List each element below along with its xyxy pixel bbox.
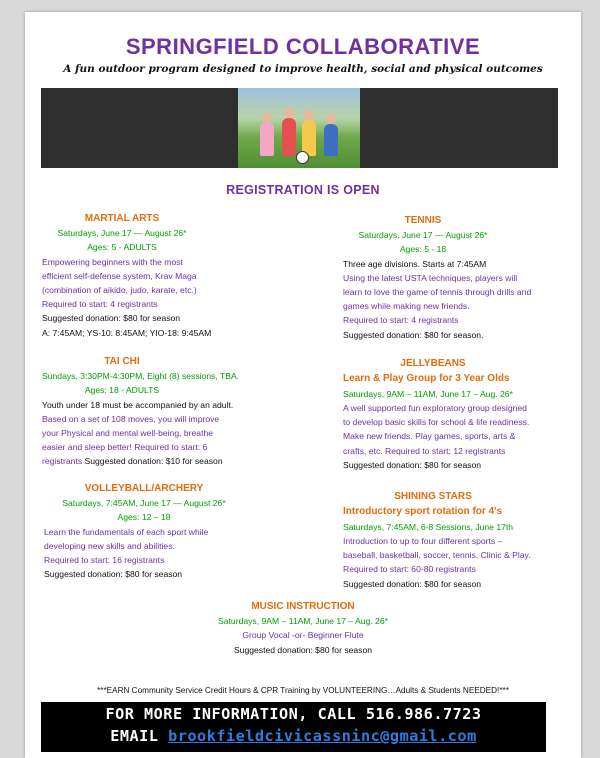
jellybeans-required: crafts, etc. Required to start: 12 registrants [343,445,506,456]
jellybeans-desc-line: Make new friends. Play games, sports, arts & [343,431,516,442]
children-running-photo [238,88,360,168]
martial-arts-desc-line: Empowering beginners with the most [42,256,183,267]
music-instruction-desc: Group Vocal -or- Beginner Flute [242,630,364,641]
jellybeans-title: JELLYBEANS [400,358,466,369]
flyer-subtitle: A fun outdoor program designed to improve health, social and physical outcomes [63,63,543,75]
child-head [262,112,272,122]
flyer-page [25,12,581,758]
volleyball-archery-required: Required to start: 16 registrants [44,555,165,566]
soccer-ball-icon [296,151,309,164]
volleyball-archery-desc-line: Learn the fundamentals of each sport while [44,526,209,537]
volleyball-archery-ages: Ages: 12 – 18 [117,512,171,523]
jellybeans-dates: Saturdays, 9AM – 11AM, June 17 – Aug. 26* [343,388,513,399]
email-line [41,727,546,745]
martial-arts-title: MARTIAL ARTS [84,213,160,224]
child-head [284,108,294,118]
tai-chi-section [42,355,292,469]
tennis-intro: Three age divisions. Starts at 7:45AM [343,258,487,269]
tennis-title: TENNIS [404,215,442,226]
volleyball-archery-title: VOLLEYBALL/ARCHERY [84,483,204,494]
tennis-desc-line: games while making new friends. [343,301,470,312]
tai-chi-donation: Suggested donation: $10 for season [82,456,223,467]
jellybeans-subtitle: Learn & Play Group for 3 Year Olds [343,373,510,385]
martial-arts-donation: Suggested donation: $80 for season [42,313,181,324]
martial-arts-required: Required to start: 4 registrants [42,299,158,310]
shining-stars-desc-line: Introduction to up to four different sports – [343,535,503,546]
jellybeans-desc-line: A well supported fun exploratory group designed [343,402,527,413]
shining-stars-desc-line: baseball, basketball, soccer, tennis. Clinic & Play. [343,550,531,561]
shining-stars-section [343,490,558,591]
tai-chi-note: Youth under 18 must be accompanied by an adult. [42,399,234,410]
email-link[interactable]: brookfieldcivicassninc@gmail.com [168,727,477,745]
martial-arts-times: A: 7:45AM; YS-10: 8:45AM; YIO-18: 9:45AM [42,327,212,338]
jellybeans-donation: Suggested donation: $80 for season [343,459,482,470]
tai-chi-desc-line: your Physical and mental well-being, breathe [42,428,214,439]
tennis-ages: Ages: 5 - 18 [399,244,447,255]
shining-stars-dates: Saturdays, 7:45AM, 6-8 Sessions, June 17th [343,521,514,532]
martial-arts-desc-line: efficient self-defense system, Krav Maga [42,270,197,281]
music-instruction-donation: Suggested donation: $80 for season [233,644,373,655]
martial-arts-dates: Saturdays, June 17 — August 26* [57,228,187,239]
tai-chi-registrants: registrants [42,456,83,467]
tai-chi-title: TAI CHI [104,356,140,367]
martial-arts-section [42,212,282,340]
martial-arts-ages: Ages: 5 - ADULTS [87,242,157,253]
child-head [304,110,314,120]
music-instruction-dates: Saturdays, 9AM – 11AM, June 17 – Aug. 26* [218,616,388,627]
tennis-section [343,214,558,342]
tai-chi-desc-line: Based on a set of 108 moves, you will improve [42,413,220,424]
banner [41,88,558,168]
music-instruction-section [153,600,453,657]
volleyball-archery-section [44,482,284,581]
music-instruction-title: MUSIC INSTRUCTION [251,601,355,612]
shining-stars-title: SHINING STARS [394,491,472,502]
tai-chi-last-line [42,454,292,468]
tennis-required: Required to start: 4 registrants [343,315,459,326]
contact-info-bar [41,702,546,752]
shining-stars-required: Required to start: 60-80 registrants [343,564,476,575]
martial-arts-desc-line: (combination of aikido, judo, karate, etc.) [42,285,197,296]
registration-heading: REGISTRATION IS OPEN [226,183,380,197]
tennis-desc-line: Using the latest USTA techniques, players will [343,272,518,283]
shining-stars-donation: Suggested donation: $80 for season [343,578,482,589]
tai-chi-ages: Ages: 18 - ADULTS [84,385,160,396]
phone-line: FOR MORE INFORMATION, CALL 516.986.7723 [105,705,482,723]
tennis-donation: Suggested donation: $80 for season. [343,329,484,340]
child-figure [324,124,338,156]
volleyball-archery-dates: Saturdays, 7:45AM, June 17 — August 26* [62,498,226,509]
volleyball-archery-donation: Suggested donation: $80 for season [44,569,183,580]
email-label: EMAIL [110,727,169,745]
jellybeans-section [343,357,558,472]
child-head [326,114,336,124]
tennis-desc-line: learn to love the game of tennis through drills and [343,287,532,298]
child-figure [282,118,296,156]
volleyball-archery-desc-line: developing new skills and abilities. [44,540,175,551]
tai-chi-desc-line: easier and sleep better! Required to start: 6 [42,442,208,453]
child-figure [260,122,274,156]
jellybeans-desc-line: to develop basic skills for school & life readiness. [343,417,530,428]
volunteer-footnote: ***EARN Community Service Credit Hours & CPR Training by VOLUNTEERING…Adults & Students NEEDED!*** [97,686,509,695]
tennis-dates: Saturdays, June 17 — August 26* [358,230,488,241]
shining-stars-subtitle: Introductory sport rotation for 4's [343,506,503,518]
flyer-title: SPRINGFIELD COLLABORATIVE [125,34,481,59]
tai-chi-dates: Sundays, 3:30PM-4:30PM, Eight (8) sessions, TBA. [42,371,240,382]
